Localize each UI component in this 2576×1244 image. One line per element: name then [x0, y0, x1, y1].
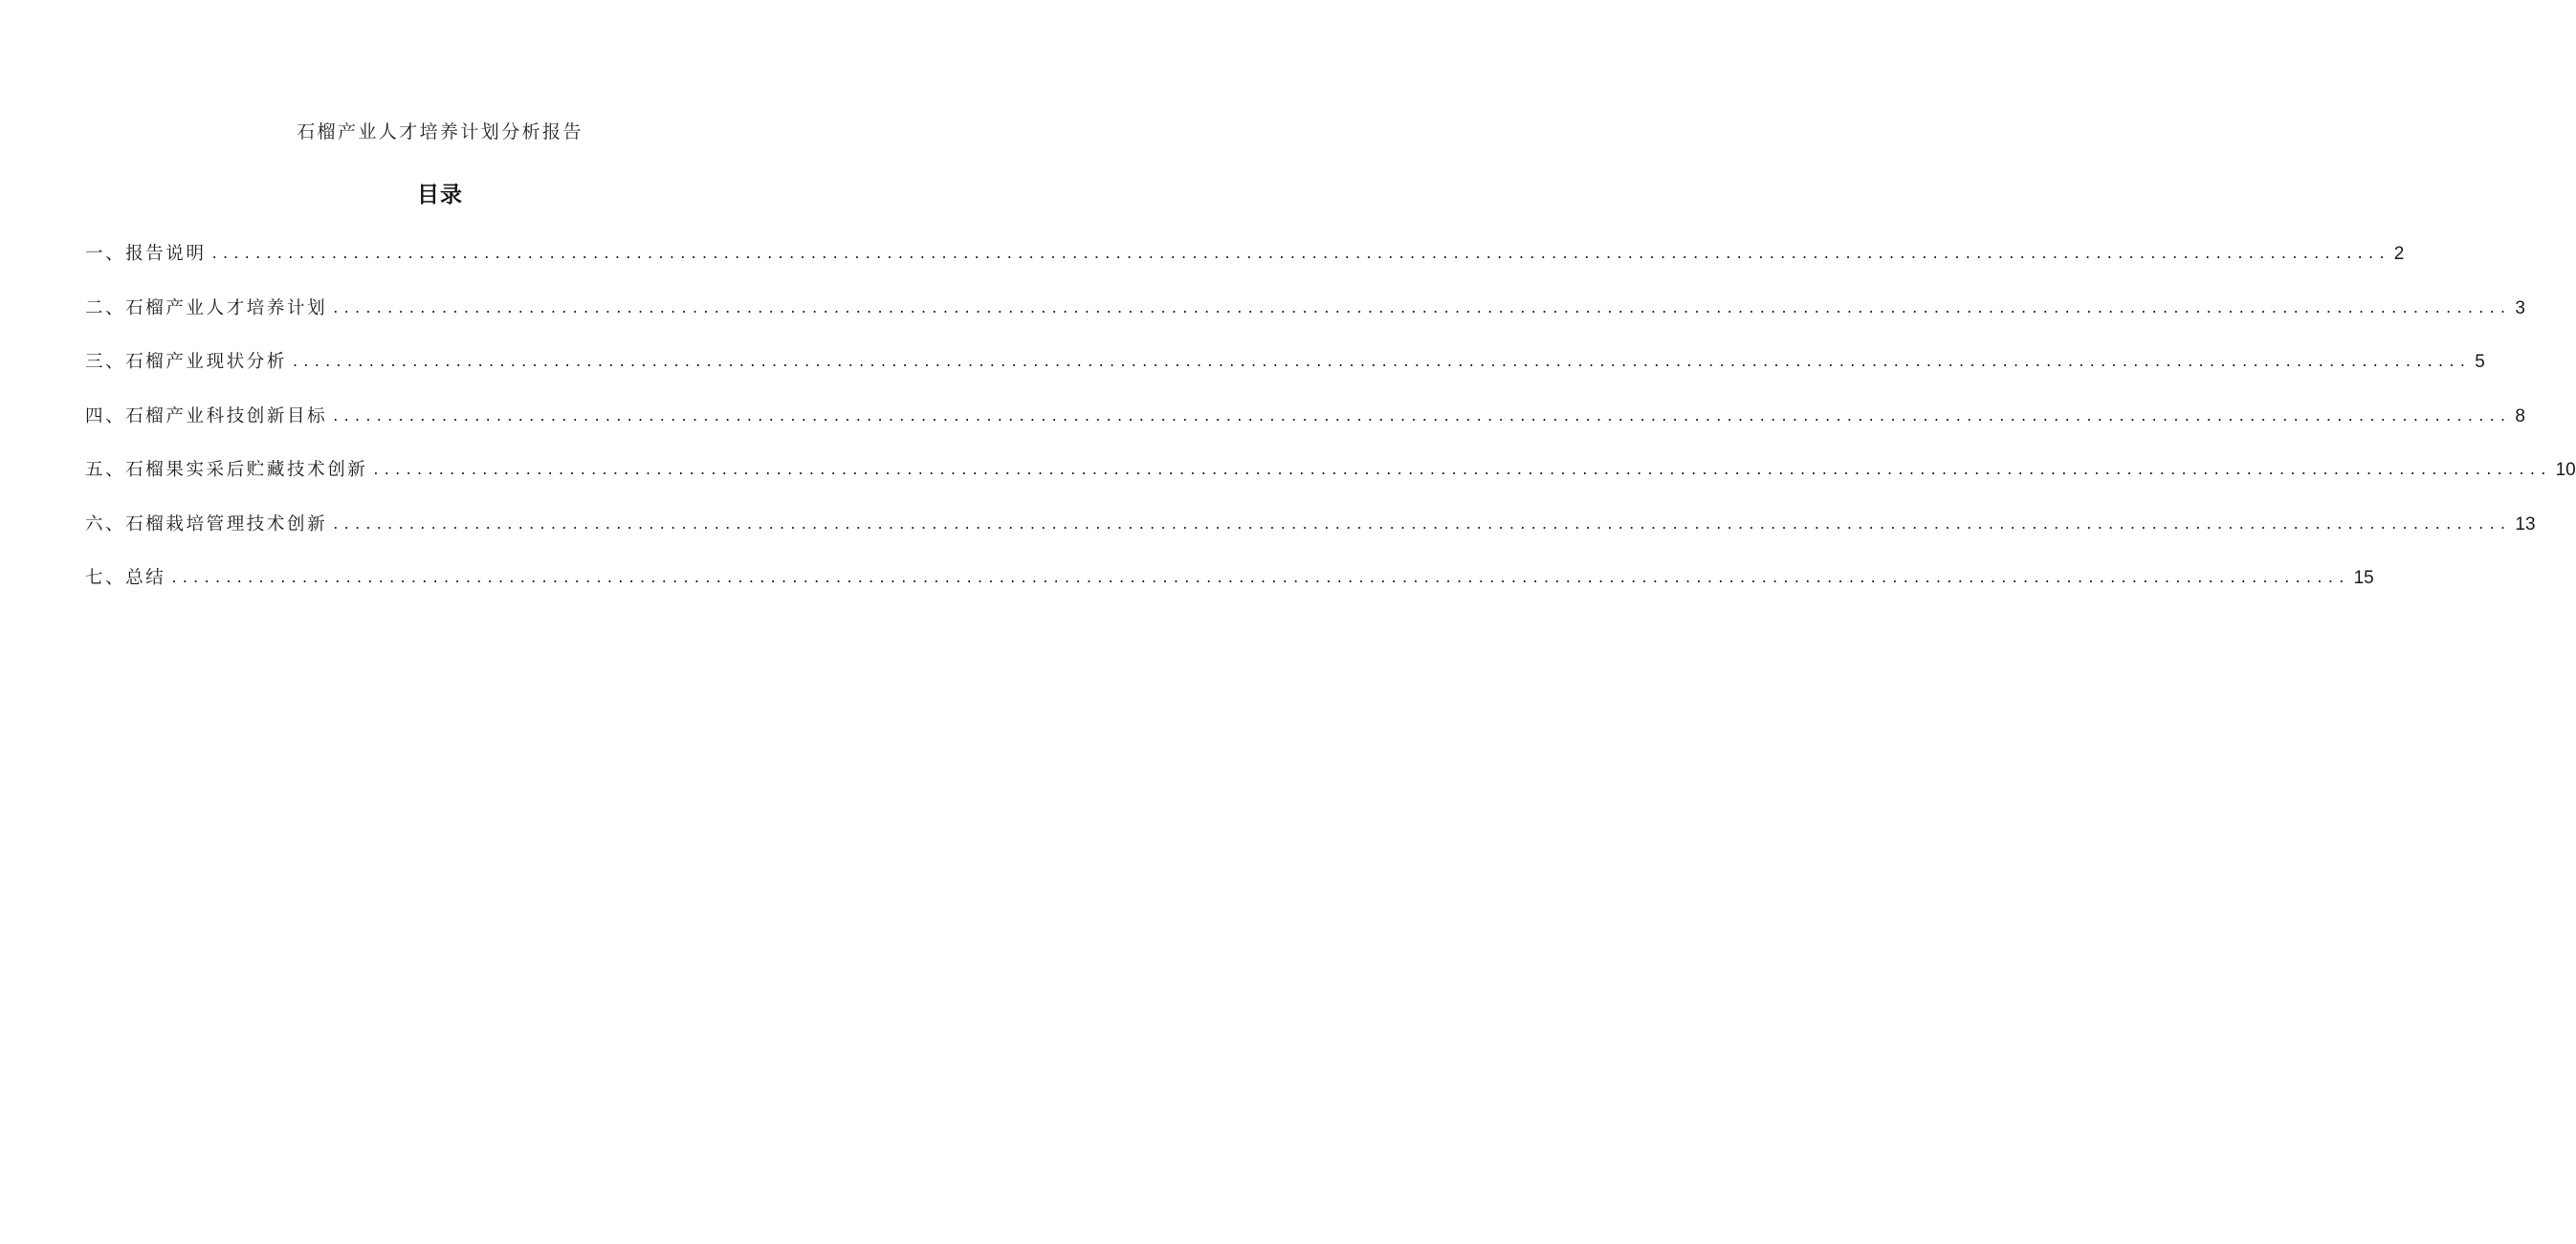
toc-entry-7[interactable] — [85, 565, 2374, 620]
toc-entry-label: 六、石榴栽培管理技术创新 — [85, 513, 328, 535]
toc-entry-label: 三、石榴产业现状分析 — [85, 352, 288, 372]
toc-dot-leader: ........................................................................................................................................................................................................ — [333, 513, 2512, 533]
toc-entry-page: 15 — [2353, 568, 2374, 588]
toc-entry-label: 四、石榴产业科技创新目标 — [85, 405, 328, 426]
toc-entry-4[interactable] — [85, 404, 2525, 458]
toc-dot-leader: ........................................................................................................................................................................................................ — [293, 352, 2472, 370]
toc-entry-label: 五、石榴果实采后贮藏技术创新 — [85, 460, 368, 480]
toc-heading: 目录 — [417, 183, 463, 207]
toc-entry-3[interactable] — [85, 349, 2485, 404]
toc-entry-label: 二、石榴产业人才培养计划 — [85, 297, 328, 318]
toc-entry-5[interactable] — [85, 457, 2576, 512]
toc-entry-label: 七、总结 — [85, 568, 166, 588]
table-of-contents — [85, 241, 2576, 620]
toc-entry-2[interactable] — [85, 295, 2525, 350]
toc-dot-leader: ........................................................................................................................................................................................................ — [171, 568, 2350, 586]
document-title: 石榴产业人才培养计划分析报告 — [297, 121, 583, 142]
toc-entry-page: 3 — [2515, 297, 2525, 318]
toc-dot-leader: ........................................................................................................................................................................................................ — [333, 297, 2512, 316]
toc-entry-6[interactable] — [85, 512, 2536, 566]
toc-entry-label: 一、报告说明 — [85, 244, 207, 264]
toc-entry-page: 13 — [2515, 513, 2536, 535]
toc-dot-leader: ........................................................................................................................................................................................................ — [333, 405, 2512, 425]
toc-entry-page: 2 — [2393, 244, 2405, 264]
toc-dot-leader: ........................................................................................................................................................................................................ — [211, 244, 2390, 262]
toc-entry-page: 8 — [2515, 405, 2525, 426]
toc-dot-leader: ........................................................................................................................................................................................................ — [373, 460, 2552, 478]
toc-entry-page: 10 — [2555, 460, 2576, 480]
toc-entry-page: 5 — [2475, 352, 2485, 372]
toc-entry-1[interactable] — [85, 241, 2405, 295]
